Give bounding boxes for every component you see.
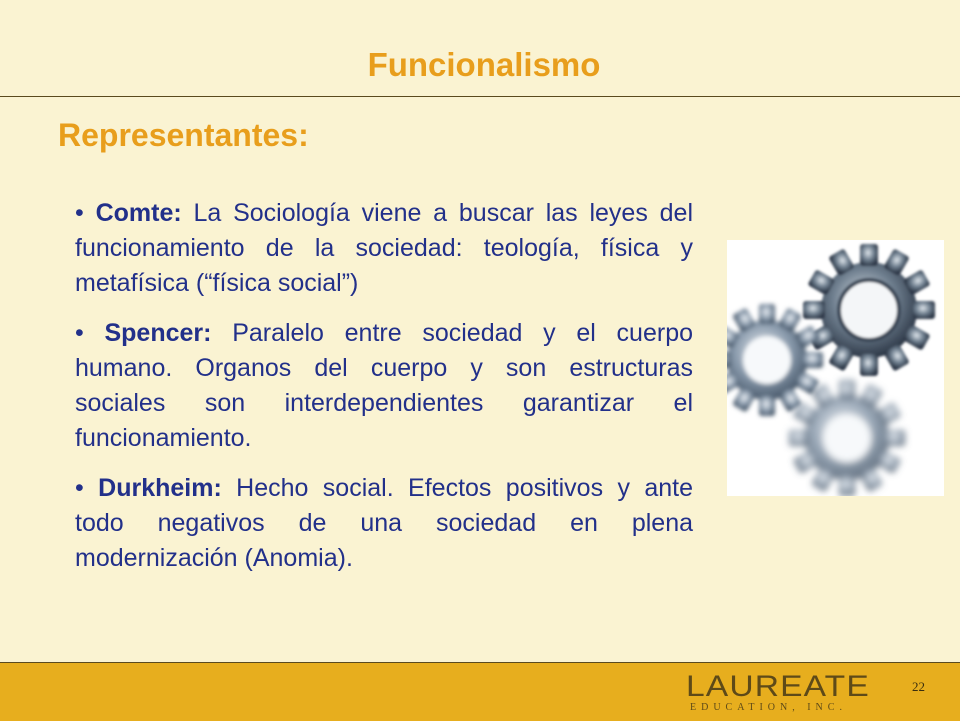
logo-wordmark: LAUREATE	[686, 670, 870, 703]
bullet-text: La Sociología viene a buscar las leyes del funcionamiento de la sociedad: teología, física y metafísica (“física social”)	[75, 199, 694, 297]
bullet-text: Paralelo entre sociedad y el cuerpo humano. Organos del cuerpo y son estructuras sociales son interdependientes garantizar el funcionamiento.	[75, 319, 693, 452]
laureate-logo	[686, 670, 870, 714]
footer-bar	[0, 662, 960, 721]
page-number: 22	[912, 679, 925, 694]
gears-image	[727, 240, 944, 496]
slide-subtitle: Representantes:	[58, 117, 309, 153]
bullet-name: Durkheim:	[98, 474, 222, 502]
title-divider	[0, 96, 960, 97]
bullet-spencer: • Spencer: Paralelo entre sociedad y el cuerpo humano. Organos del cuerpo y son estructuras sociales son interdependientes garantizar el funcionamiento.	[75, 319, 693, 452]
bullet-durkheim: • Durkheim: Hecho social. Efectos positivos y ante todo negativos de una sociedad en plena modernización (Anomia).	[75, 474, 693, 572]
bullet-comte: • Comte: La Sociología viene a buscar las leyes del funcionamiento de la sociedad: teología, física y metafísica (“física social”)	[75, 199, 694, 297]
slide-title: Funcionalismo	[367, 46, 601, 83]
bullet-list	[75, 196, 693, 591]
bullet-text: Hecho social. Efectos positivos y ante todo negativos de una sociedad en plena modernización (Anomia).	[75, 474, 693, 572]
bullet-name: Comte:	[95, 199, 182, 227]
bullet-name: Spencer:	[104, 319, 212, 347]
gears-icon	[727, 240, 944, 496]
logo-tagline: EDUCATION, INC.	[690, 702, 847, 713]
